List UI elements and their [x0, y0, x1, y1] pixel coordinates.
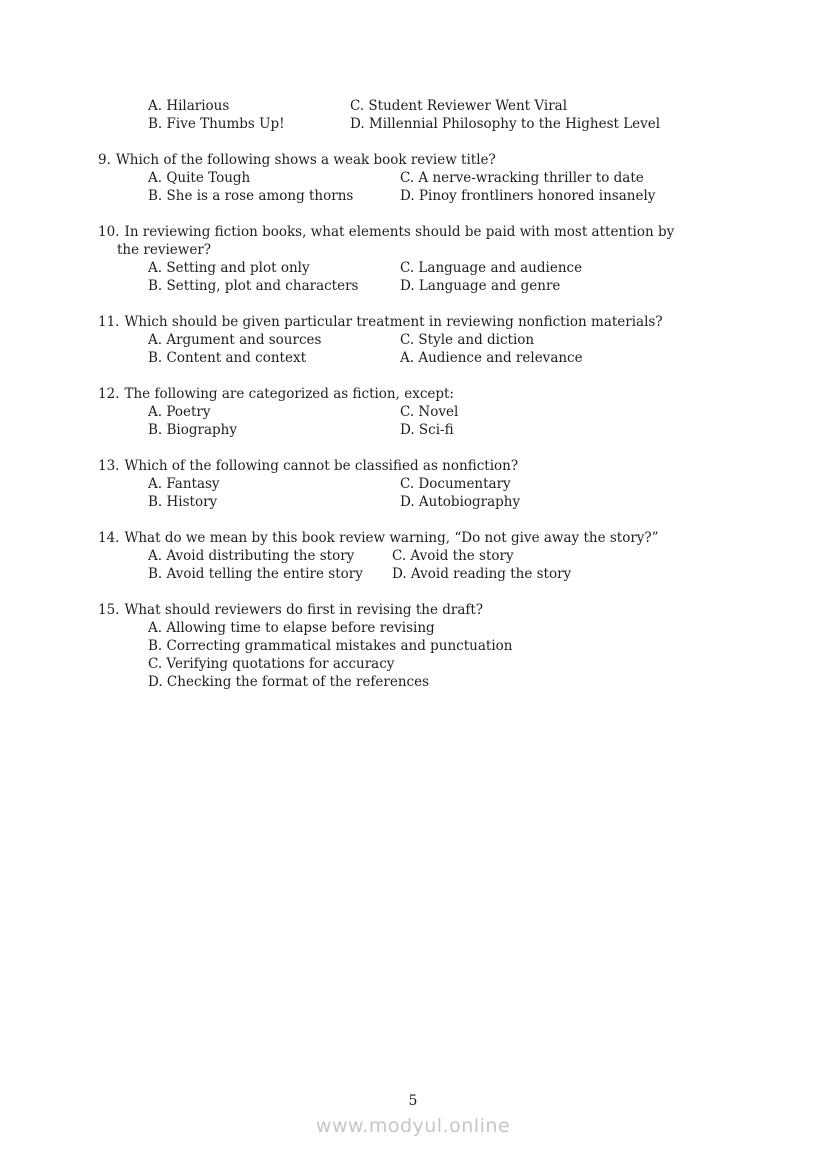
- question-number: 9.: [98, 152, 111, 168]
- page-number: 5: [408, 1093, 418, 1109]
- option-b: B. Correcting grammatical mistakes and punctuation: [148, 638, 513, 654]
- option-a: A. Hilarious: [148, 98, 230, 114]
- option-row: [148, 277, 826, 295]
- option-row: [148, 403, 826, 421]
- option-row: [148, 331, 826, 349]
- question-text: Which of the following cannot be classified as nonfiction?: [124, 458, 519, 474]
- option-b: B. Setting, plot and characters: [148, 278, 359, 294]
- question-line: [98, 151, 826, 169]
- question-number: 10.: [98, 224, 120, 240]
- option-row: [148, 619, 826, 637]
- option-d: D. Checking the format of the references: [148, 674, 430, 690]
- question-line: [98, 529, 826, 547]
- option-c: C. Documentary: [400, 476, 511, 492]
- option-c: C. Style and diction: [400, 332, 535, 348]
- option-b: B. Five Thumbs Up!: [148, 116, 285, 132]
- option-a: A. Poetry: [148, 404, 211, 420]
- question-number: 12.: [98, 386, 120, 402]
- option-row: [148, 169, 826, 187]
- option-b: B. History: [148, 494, 218, 510]
- option-row: [148, 475, 826, 493]
- question-14: [0, 529, 826, 583]
- option-d: D. Avoid reading the story: [392, 566, 572, 582]
- option-a: A. Argument and sources: [148, 332, 322, 348]
- question-text: Which of the following shows a weak book review title?: [115, 152, 496, 168]
- option-row: [148, 637, 826, 655]
- option-d: A. Audience and relevance: [400, 350, 583, 366]
- option-row: [148, 565, 826, 583]
- question-text: In reviewing fiction books, what elements should be paid with most attention by: [124, 224, 675, 240]
- option-d: D. Pinoy frontliners honored insanely: [400, 188, 656, 204]
- option-a: A. Setting and plot only: [148, 260, 310, 276]
- option-a: A. Quite Tough: [148, 170, 251, 186]
- question-number: 14.: [98, 530, 120, 546]
- option-d: D. Millennial Philosophy to the Highest Level: [350, 116, 661, 132]
- question-text: What should reviewers do first in revising the draft?: [124, 602, 484, 618]
- carryover-options: [0, 97, 826, 133]
- option-c: C. Avoid the story: [392, 548, 514, 564]
- option-row: [148, 673, 826, 691]
- option-row: [148, 493, 826, 511]
- question-number: 11.: [98, 314, 120, 330]
- option-row: [148, 655, 826, 673]
- option-b: B. Biography: [148, 422, 237, 438]
- option-b: B. Content and context: [148, 350, 306, 366]
- question-text: The following are categorized as fiction, except:: [124, 386, 454, 402]
- option-a: A. Allowing time to elapse before revising: [148, 620, 435, 636]
- question-12: [0, 385, 826, 439]
- question-13: [0, 457, 826, 511]
- question-number: 13.: [98, 458, 120, 474]
- option-row: [148, 421, 826, 439]
- question-number: 15.: [98, 602, 120, 618]
- question-15: [0, 601, 826, 691]
- option-c: C. Student Reviewer Went Viral: [350, 98, 568, 114]
- option-d: D. Language and genre: [400, 278, 561, 294]
- question-line: [98, 457, 826, 475]
- question-line: [98, 601, 826, 619]
- question-11: [0, 313, 826, 367]
- option-d: D. Sci-fi: [400, 422, 454, 438]
- question-text-continued: the reviewer?: [117, 242, 212, 258]
- option-row: [148, 259, 826, 277]
- option-c: C. Language and audience: [400, 260, 583, 276]
- question-text: What do we mean by this book review warning, “Do not give away the story?”: [124, 530, 659, 546]
- option-row: [148, 97, 826, 115]
- question-10: [0, 223, 826, 295]
- option-row: [148, 187, 826, 205]
- option-row: [148, 349, 826, 367]
- option-b: B. Avoid telling the entire story: [148, 566, 363, 582]
- option-d: D. Autobiography: [400, 494, 521, 510]
- option-row: [148, 115, 826, 133]
- option-c: C. Novel: [400, 404, 459, 420]
- question-text: Which should be given particular treatment in reviewing nonfiction materials?: [124, 314, 663, 330]
- question-line: [98, 313, 826, 331]
- question-9: [0, 151, 826, 205]
- option-a: A. Fantasy: [148, 476, 220, 492]
- option-b: B. She is a rose among thorns: [148, 188, 354, 204]
- option-c: C. A nerve-wracking thriller to date: [400, 170, 644, 186]
- option-a: A. Avoid distributing the story: [148, 548, 355, 564]
- option-row: [148, 547, 826, 565]
- option-c: C. Verifying quotations for accuracy: [148, 656, 395, 672]
- question-line: [98, 223, 826, 241]
- watermark: www.modyul.online: [315, 1115, 511, 1137]
- question-line: [98, 385, 826, 403]
